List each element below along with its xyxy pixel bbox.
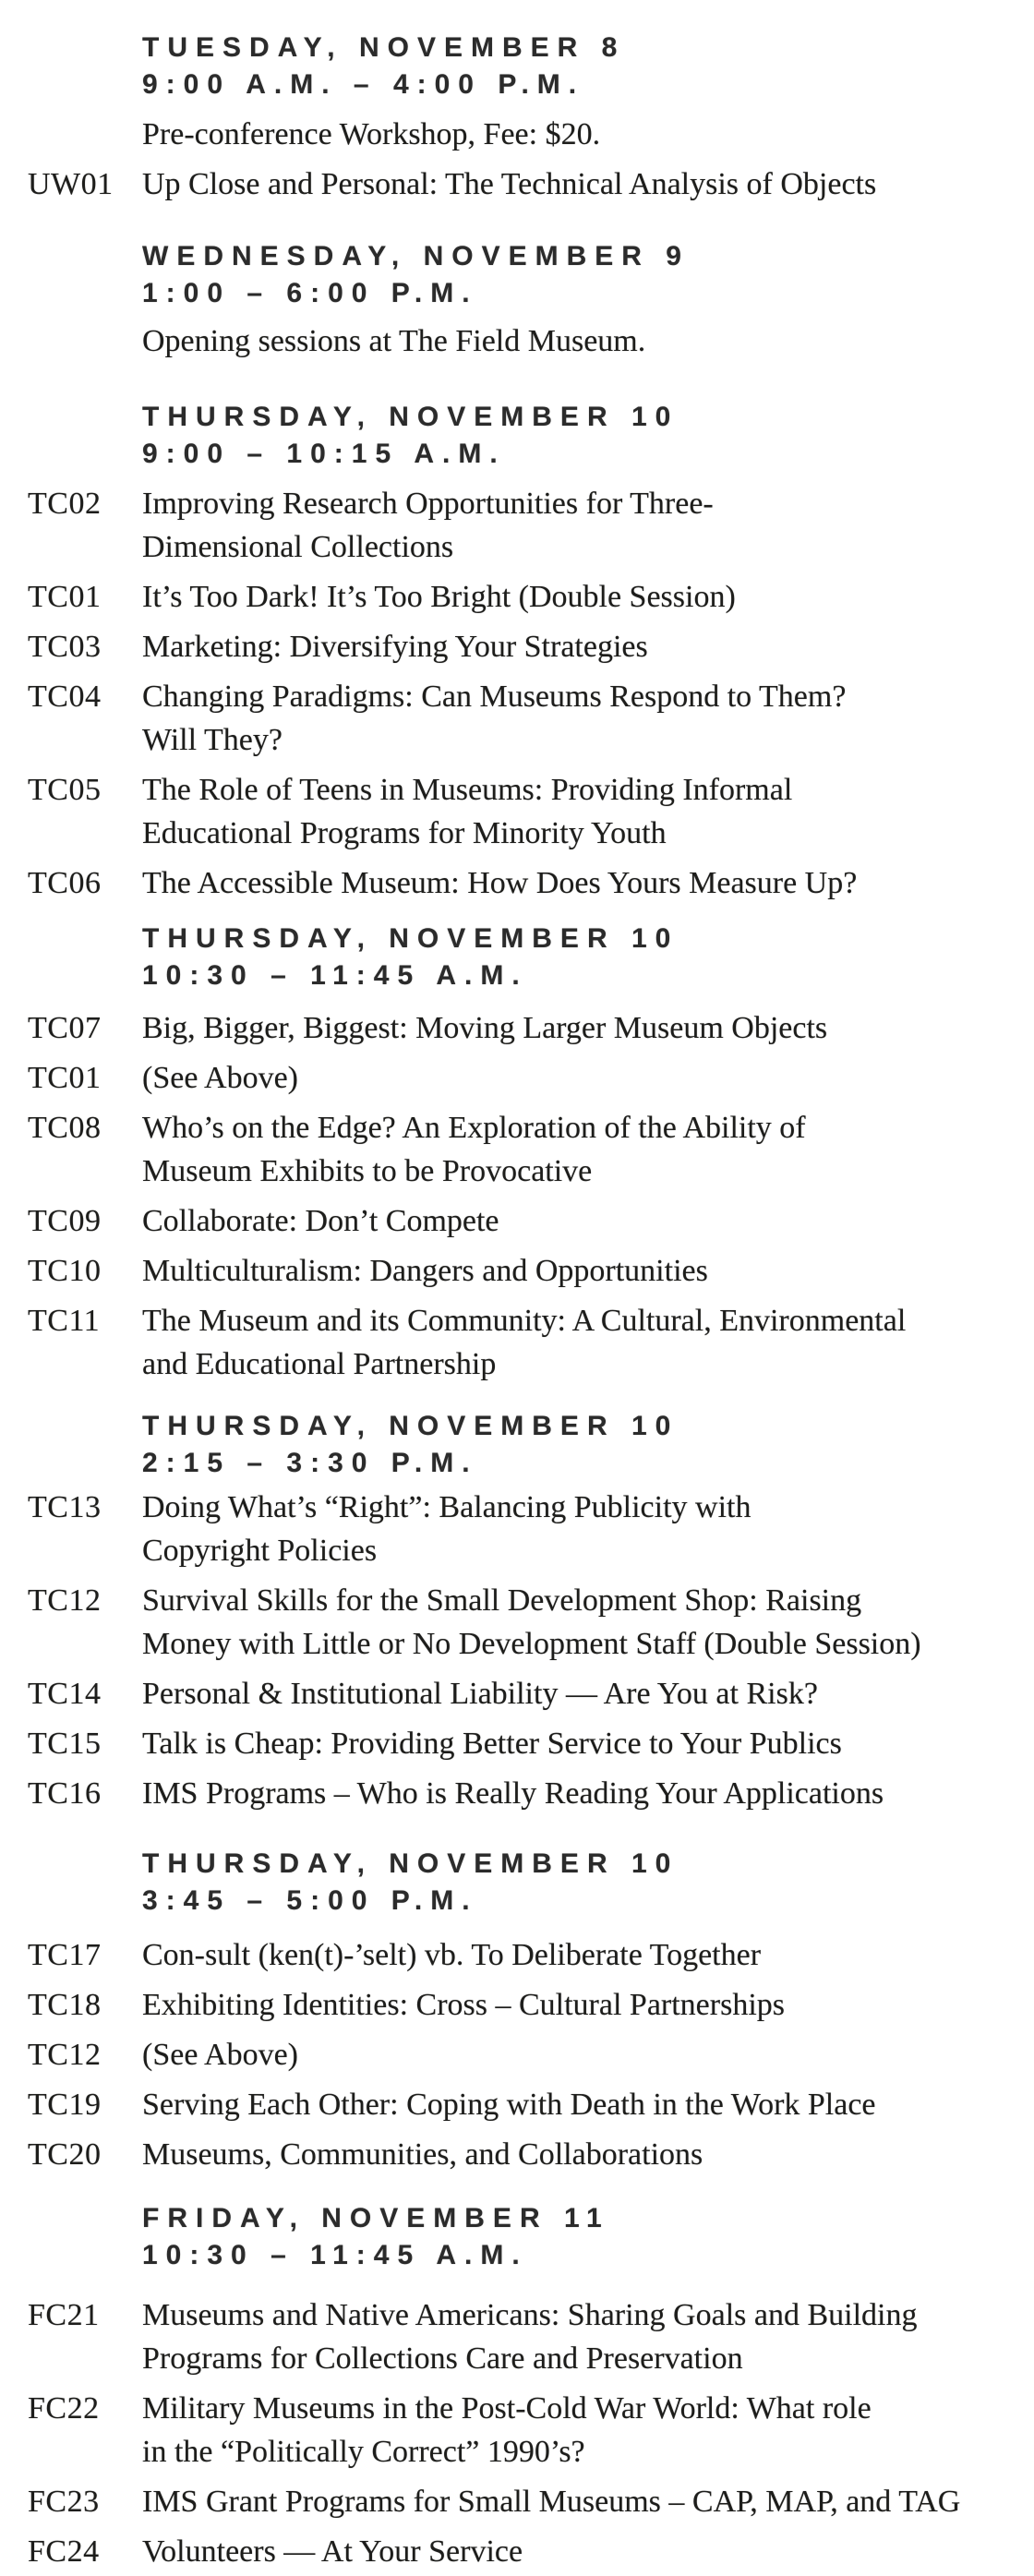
session-title-line: The Museum and its Community: A Cultural, Environmental	[142, 1304, 907, 1338]
session-code: TC05	[28, 773, 102, 807]
section-time-heading: 9:00 A.M. – 4:00 P.M.	[142, 69, 585, 100]
session-code: FC23	[28, 2485, 100, 2519]
section-day-heading: THURSDAY, NOVEMBER 10	[142, 1411, 679, 1441]
session-title-line: Personal & Institutional Liability — Are You at Risk?	[142, 1677, 818, 1711]
session-title-line: Museum Exhibits to be Provocative	[142, 1154, 593, 1188]
session-row	[0, 1006, 1034, 1050]
session-row	[0, 2387, 1034, 2474]
session-row	[0, 1299, 1034, 1386]
session-title-line: The Accessible Museum: How Does Yours Measure Up?	[142, 866, 858, 900]
section-entries	[0, 113, 1034, 206]
session-code: TC11	[28, 1304, 101, 1338]
session-code: TC03	[28, 630, 102, 664]
session-title-line: Survival Skills for the Small Development Shop: Raising	[142, 1583, 862, 1618]
session-title	[142, 1106, 1034, 1193]
section-day-heading: TUESDAY, NOVEMBER 8	[142, 32, 626, 63]
section-time-heading: 3:45 – 5:00 P.M.	[142, 1885, 478, 1916]
session-code: TC18	[28, 1988, 102, 2022]
section-time-heading: 10:30 – 11:45 A.M.	[142, 2240, 528, 2270]
session-title-line: Serving Each Other: Coping with Death in the Work Place	[142, 2088, 876, 2122]
session-row	[0, 2293, 1034, 2380]
session-row	[0, 625, 1034, 668]
section-time-heading: 2:15 – 3:30 P.M.	[142, 1448, 478, 1478]
session-row	[0, 2133, 1034, 2176]
session-note-row	[0, 113, 1034, 156]
session-title	[142, 1486, 1034, 1572]
session-title	[142, 1199, 1034, 1243]
schedule-section	[0, 1408, 1034, 1815]
session-title	[142, 625, 1034, 668]
session-title-line: Volunteers — At Your Service	[142, 2534, 523, 2569]
section-entries	[0, 1933, 1034, 2176]
schedule-section	[0, 2200, 1034, 2573]
session-title-line: Up Close and Personal: The Technical Analysis of Objects	[142, 167, 877, 201]
session-row	[0, 2530, 1034, 2573]
session-title-line: IMS Grant Programs for Small Museums – CAP, MAP, and TAG	[142, 2485, 961, 2519]
session-title-line: It’s Too Dark! It’s Too Bright (Double Session)	[142, 580, 736, 614]
session-code: TC07	[28, 1011, 102, 1045]
session-code: TC01	[28, 580, 102, 614]
section-entries	[0, 482, 1034, 905]
session-title-line: (See Above)	[142, 2038, 299, 2072]
session-title	[142, 113, 1034, 156]
session-row	[0, 1579, 1034, 1666]
session-title-line: Opening sessions at The Field Museum.	[142, 324, 646, 358]
session-title-line: IMS Programs – Who is Really Reading Your Applications	[142, 1776, 884, 1811]
session-code: TC09	[28, 1204, 102, 1238]
session-title	[142, 2480, 1034, 2523]
session-row	[0, 2033, 1034, 2076]
section-day-heading: THURSDAY, NOVEMBER 10	[142, 1848, 679, 1879]
section-time-heading: 10:30 – 11:45 A.M.	[142, 960, 528, 991]
session-row	[0, 1672, 1034, 1715]
session-row	[0, 1106, 1034, 1193]
session-title	[142, 768, 1034, 855]
session-title-line: Collaborate: Don’t Compete	[142, 1204, 499, 1238]
session-title-line: Programs for Collections Care and Preservation	[142, 2341, 743, 2376]
session-code: UW01	[28, 167, 114, 201]
session-note-row	[0, 319, 1034, 363]
section-day-heading: FRIDAY, NOVEMBER 11	[142, 2203, 610, 2233]
session-code: TC20	[28, 2137, 102, 2172]
session-code: TC08	[28, 1111, 102, 1145]
session-title-line: in the “Politically Correct” 1990’s?	[142, 2435, 585, 2469]
session-title	[142, 163, 1034, 206]
session-title-line: Pre-conference Workshop, Fee: $20.	[142, 117, 601, 151]
session-title-line: Museums and Native Americans: Sharing Goals and Building	[142, 2298, 918, 2332]
session-title	[142, 675, 1034, 762]
session-title-line: Big, Bigger, Biggest: Moving Larger Museum Objects	[142, 1011, 828, 1045]
session-title-line: The Role of Teens in Museums: Providing Informal	[142, 773, 793, 807]
section-entries	[0, 2293, 1034, 2573]
session-code: TC16	[28, 1776, 102, 1811]
session-row	[0, 482, 1034, 569]
session-code: TC14	[28, 1677, 102, 1711]
session-title	[142, 2387, 1034, 2474]
section-entries	[0, 1486, 1034, 1815]
section-day-heading: WEDNESDAY, NOVEMBER 9	[142, 241, 690, 271]
session-title	[142, 1933, 1034, 1977]
session-row	[0, 1199, 1034, 1243]
session-title	[142, 2033, 1034, 2076]
session-title-line: Doing What’s “Right”: Balancing Publicity with	[142, 1490, 751, 1524]
schedule-section	[0, 30, 1034, 206]
session-row	[0, 2480, 1034, 2523]
session-row	[0, 675, 1034, 762]
session-code: TC15	[28, 1727, 102, 1761]
session-title	[142, 1772, 1034, 1815]
schedule-section	[0, 238, 1034, 363]
session-code: TC06	[28, 866, 102, 900]
session-code: TC02	[28, 487, 102, 521]
session-code: TC12	[28, 2038, 102, 2072]
session-title	[142, 1249, 1034, 1293]
session-title	[142, 2083, 1034, 2126]
session-title	[142, 2133, 1034, 2176]
session-row	[0, 1722, 1034, 1765]
session-code: TC04	[28, 680, 102, 714]
session-title	[142, 482, 1034, 569]
session-title	[142, 861, 1034, 905]
session-code: TC13	[28, 1490, 102, 1524]
session-title	[142, 1722, 1034, 1765]
session-row	[0, 1486, 1034, 1572]
session-title-line: Exhibiting Identities: Cross – Cultural Partnerships	[142, 1988, 786, 2022]
session-row	[0, 768, 1034, 855]
section-day-heading: THURSDAY, NOVEMBER 10	[142, 402, 679, 432]
session-title-line: Will They?	[142, 723, 283, 757]
session-title-line: Marketing: Diversifying Your Strategies	[142, 630, 648, 664]
session-title-line: Talk is Cheap: Providing Better Service to Your Publics	[142, 1727, 842, 1761]
session-title	[142, 2530, 1034, 2573]
session-row	[0, 575, 1034, 619]
session-title-line: Money with Little or No Development Staff (Double Session)	[142, 1627, 921, 1661]
session-title	[142, 2293, 1034, 2380]
schedule-section	[0, 1846, 1034, 2176]
session-title-line: Museums, Communities, and Collaborations	[142, 2137, 703, 2172]
session-row	[0, 1249, 1034, 1293]
session-row	[0, 1933, 1034, 1977]
session-title-line: (See Above)	[142, 1061, 299, 1095]
session-code: TC12	[28, 1583, 102, 1618]
session-title-line: Multiculturalism: Dangers and Opportunities	[142, 1254, 708, 1288]
session-title-line: Copyright Policies	[142, 1534, 378, 1568]
session-code: TC01	[28, 1061, 102, 1095]
session-row	[0, 1772, 1034, 1815]
session-title-line: and Educational Partnership	[142, 1347, 497, 1381]
session-title-line: Who’s on the Edge? An Exploration of the Ability of	[142, 1111, 806, 1145]
session-code: FC21	[28, 2298, 100, 2332]
session-title-line: Changing Paradigms: Can Museums Respond to Them?	[142, 680, 847, 714]
section-time-heading: 9:00 – 10:15 A.M.	[142, 439, 506, 469]
session-code: TC10	[28, 1254, 102, 1288]
session-code: TC19	[28, 2088, 102, 2122]
section-entries	[0, 1006, 1034, 1386]
session-row	[0, 163, 1034, 206]
session-title	[142, 1672, 1034, 1715]
session-title	[142, 1056, 1034, 1100]
schedule-section	[0, 399, 1034, 905]
session-title	[142, 1579, 1034, 1666]
section-time-heading: 1:00 – 6:00 P.M.	[142, 278, 478, 308]
session-title	[142, 1006, 1034, 1050]
session-code: TC17	[28, 1938, 102, 1972]
session-title-line: Military Museums in the Post-Cold War World: What role	[142, 2391, 872, 2426]
section-entries	[0, 319, 1034, 363]
session-row	[0, 2083, 1034, 2126]
session-title	[142, 1983, 1034, 2027]
session-row	[0, 861, 1034, 905]
section-day-heading: THURSDAY, NOVEMBER 10	[142, 923, 679, 954]
session-title-line: Improving Research Opportunities for Three-	[142, 487, 714, 521]
session-title	[142, 319, 1034, 363]
session-row	[0, 1056, 1034, 1100]
session-title-line: Dimensional Collections	[142, 530, 454, 564]
session-title-line: Con-sult (ken(t)-’selt) vb. To Deliberate Together	[142, 1938, 762, 1972]
session-title	[142, 1299, 1034, 1386]
session-code: FC24	[28, 2534, 100, 2569]
session-title	[142, 575, 1034, 619]
schedule-section	[0, 921, 1034, 1386]
session-code: FC22	[28, 2391, 100, 2426]
session-title-line: Educational Programs for Minority Youth	[142, 816, 667, 850]
session-row	[0, 1983, 1034, 2027]
